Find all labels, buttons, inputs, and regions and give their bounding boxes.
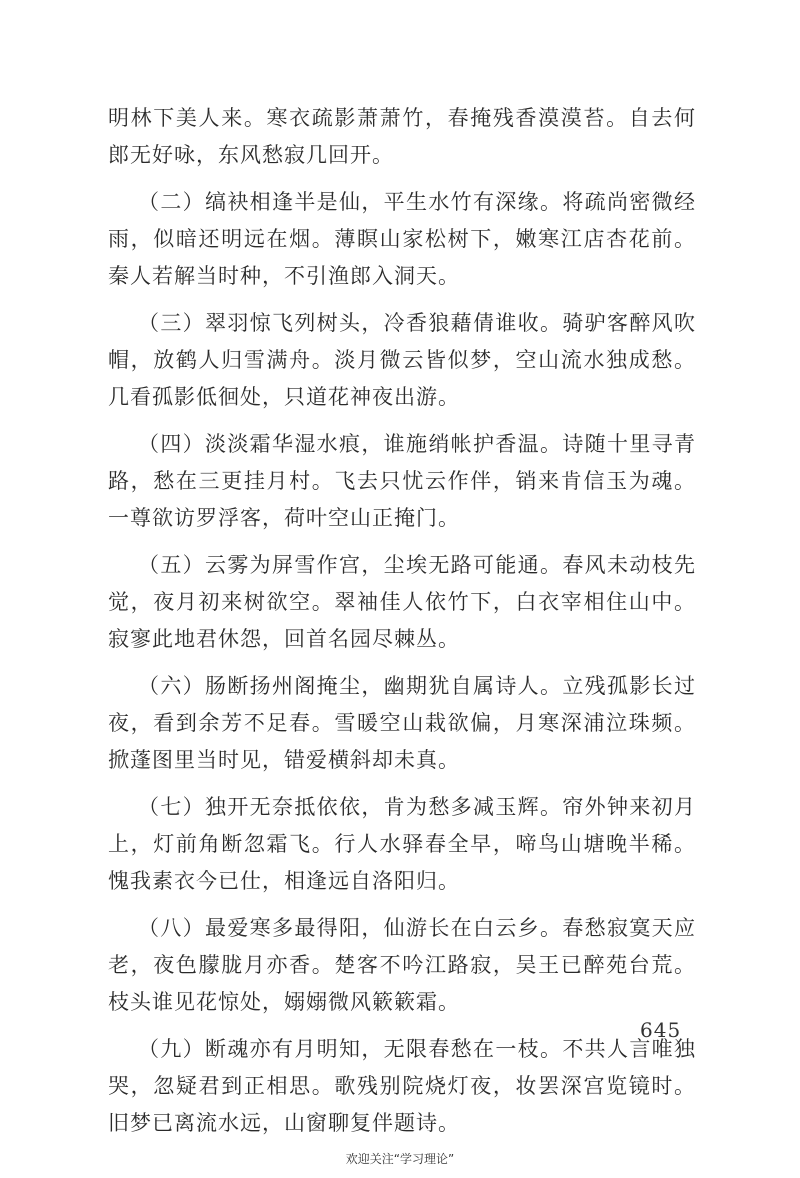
poem-5: （五）云雾为屏雪作宫，尘埃无路可能通。春风未动枝先觉，夜月初来树欲空。翠袖佳人依竹下，白衣宰相住山中。寂寥此地君休怨，回首名园尽棘丛。 (108, 553, 696, 651)
poem-9: （九）断魂亦有月明知，无限春愁在一枝。不共人言唯独哭，忽疑君到正相思。歌残别院烧灯夜，妆罢深宫览镜时。旧梦已离流水远，山窗聊复伴题诗。 (108, 1037, 696, 1135)
page-number: 645 (640, 1018, 682, 1042)
poem-8: （八）最爱寒多最得阳，仙游长在白云乡。春愁寂寞天应老，夜色朦胧月亦香。楚客不吟江路寂，吴王已醉苑台荒。枝头谁见花惊处，嫋嫋微风簌簌霜。 (108, 916, 696, 1014)
poem-7: （七）独开无奈抵依依，肯为愁多减玉辉。帘外钟来初月上，灯前角断忽霜飞。行人水驿春全早，啼鸟山塘晚半稀。愧我素衣今已仕，相逢远自洛阳归。 (108, 795, 696, 893)
poem-6: （六）肠断扬州阁掩尘，幽期犹自属诗人。立残孤影长过夜，看到余芳不足春。雪暖空山栽欲偏，月寒深浦泣珠频。掀蓬图里当时见，错爱横斜却未真。 (108, 674, 696, 772)
poem-text-block (108, 100, 696, 1152)
poem-2: （二）缟袂相逢半是仙，平生水竹有深缘。将疏尚密微经雨，似暗还明远在烟。薄瞑山家松树下，嫩寒江店杏花前。秦人若解当时种，不引渔郎入洞天。 (108, 190, 696, 288)
footer-note: 欢迎关注“学习理论” (345, 1152, 455, 1166)
paragraph-continuation: 明林下美人来。寒衣疏影萧萧竹，春掩残香漠漠苔。自去何郎无好咏，东风愁寂几回开。 (108, 106, 696, 167)
poem-4: （四）淡淡霜华湿水痕，谁施绡帐护香温。诗随十里寻青路，愁在三更挂月村。飞去只忧云作伴，销来肯信玉为魂。一尊欲访罗浮客，荷叶空山正掩门。 (108, 432, 696, 530)
poem-3: （三）翠羽惊飞列树头，冷香狼藉倩谁收。骑驴客醉风吹帽，放鹤人归雪满舟。淡月微云皆似梦，空山流水独成愁。几看孤影低徊处，只道花神夜出游。 (108, 311, 696, 409)
